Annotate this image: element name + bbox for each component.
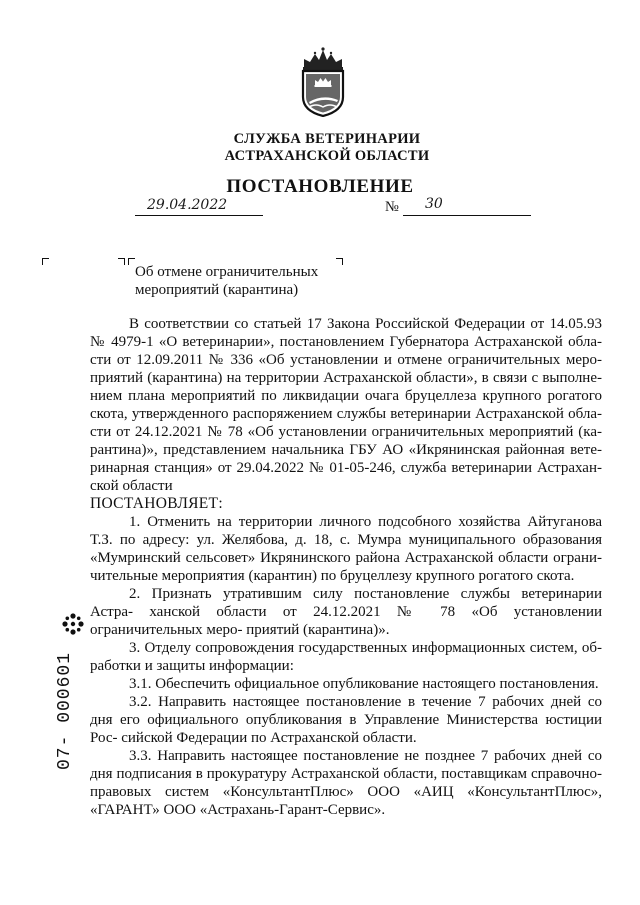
subject-block bbox=[135, 263, 318, 299]
item-1-paragraph bbox=[90, 513, 602, 585]
text-line: № 4979-1 «О ветеринарии», постановлением Губернатора Астраханской обла- bbox=[90, 334, 602, 350]
number-sign: № bbox=[385, 199, 399, 215]
star-ornament-icon bbox=[61, 612, 85, 636]
organization-name-line2: АСТРАХАНСКОЙ ОБЛАСТИ bbox=[224, 148, 430, 164]
number-underline bbox=[403, 200, 531, 216]
text-line: 3. Отделу сопровождения государственных информационных систем, об- bbox=[129, 640, 602, 656]
text-line: «ГАРАНТ» ООО «Астрахань-Гарант-Сервис». bbox=[90, 802, 386, 818]
text-line: рантина)», представлением начальника ГБУ АО «Икрянинская районная вете- bbox=[90, 442, 602, 458]
text-line: нием плана мероприятий по ликвидации очага бруцеллеза крупного рогатого bbox=[90, 388, 602, 404]
margin-corner-mark bbox=[42, 258, 49, 265]
text-line: скота, утвержденного распоряжением службы ветеринарии Астраханской обла- bbox=[90, 406, 602, 422]
document-type-title: ПОСТАНОВЛЕНИЕ bbox=[226, 176, 414, 197]
subject-corner-mark bbox=[118, 258, 125, 265]
item-3-paragraph bbox=[90, 639, 602, 675]
text-line: сийской Федерации по Астраханской области. bbox=[121, 730, 417, 746]
item-3-3-paragraph bbox=[90, 747, 602, 819]
registration-serial-number: 07- 000601 bbox=[55, 651, 75, 770]
subject-line: Об отмене ограничительных bbox=[135, 264, 319, 280]
text-line: ханской области от 24.12.2021 № 78 «Об установлении ограничительных меро- bbox=[90, 604, 602, 638]
text-line: правовых систем «КонсультантПлюс» ООО «АИЦ «КонсультантПлюс», bbox=[90, 784, 602, 800]
item-3-2-paragraph bbox=[90, 693, 602, 747]
subject-corner-mark bbox=[336, 258, 343, 265]
text-line: чительные мероприятия (карантин) по бруцеллезу крупного рогатого скота. bbox=[90, 568, 575, 584]
text-line: приятий (карантина) на территории Астраханской области», в связи с выполне- bbox=[90, 370, 602, 386]
subject-corner-mark bbox=[128, 258, 135, 265]
item-3-1-paragraph: 3.1. Обеспечить официальное опубликование настоящего постановления. bbox=[129, 676, 599, 692]
document-date: 29.04.2022 bbox=[147, 197, 228, 213]
text-line: работки и защиты информации: bbox=[90, 658, 294, 674]
decree-word: ПОСТАНОВЛЯЕТ: bbox=[90, 495, 223, 512]
coat-of-arms-icon bbox=[295, 45, 351, 117]
text-line: сти от 24.12.2021 № 78 «Об установлении ограничительных мероприятий (ка- bbox=[90, 424, 602, 440]
text-line: 1. Отменить на территории личного подсобного хозяйства Айтуганова bbox=[129, 514, 602, 530]
text-line: 3.3. Направить настоящее постановление не позднее 7 рабочих дней со bbox=[129, 748, 602, 764]
text-line: В соответствии со статьей 17 Закона Российской Федерации от 14.05.93 bbox=[129, 316, 602, 332]
document-number: 30 bbox=[425, 196, 443, 212]
text-line: «Мумринский сельсовет» Икрянинского района Астраханской области ограни- bbox=[90, 550, 602, 566]
text-line: Т.З. по адресу: ул. Желябова, д. 18, с. Мумра муниципального образования bbox=[90, 532, 602, 548]
document-body bbox=[90, 315, 602, 819]
text-line: ринарная станция» от 29.04.2022 № 01-05-246, служба ветеринарии Астрахан- bbox=[90, 460, 602, 476]
text-line: 2. Признать утратившим силу постановление службы ветеринарии Астра- bbox=[90, 586, 602, 620]
organization-name-line1: СЛУЖБА ВЕТЕРИНАРИИ bbox=[233, 131, 421, 147]
preamble-paragraph bbox=[90, 315, 602, 495]
subject-line: мероприятий (карантина) bbox=[135, 282, 299, 298]
text-line: 3.2. Направить настоящее постановление в течение 7 рабочих дней со дня bbox=[90, 694, 602, 728]
item-2-paragraph bbox=[90, 585, 602, 639]
text-line: его официального опубликования в Управление Министерства юстиции Рос- bbox=[90, 712, 603, 746]
text-line: дня подписания в прокуратуру Астраханской области, поставщикам справочно- bbox=[90, 766, 602, 782]
text-line: приятий (карантина)». bbox=[246, 622, 390, 638]
text-line: сти от 12.09.2011 № 336 «Об установлении и отмене ограничительных меро- bbox=[90, 352, 602, 368]
text-line: ской области bbox=[90, 478, 173, 494]
